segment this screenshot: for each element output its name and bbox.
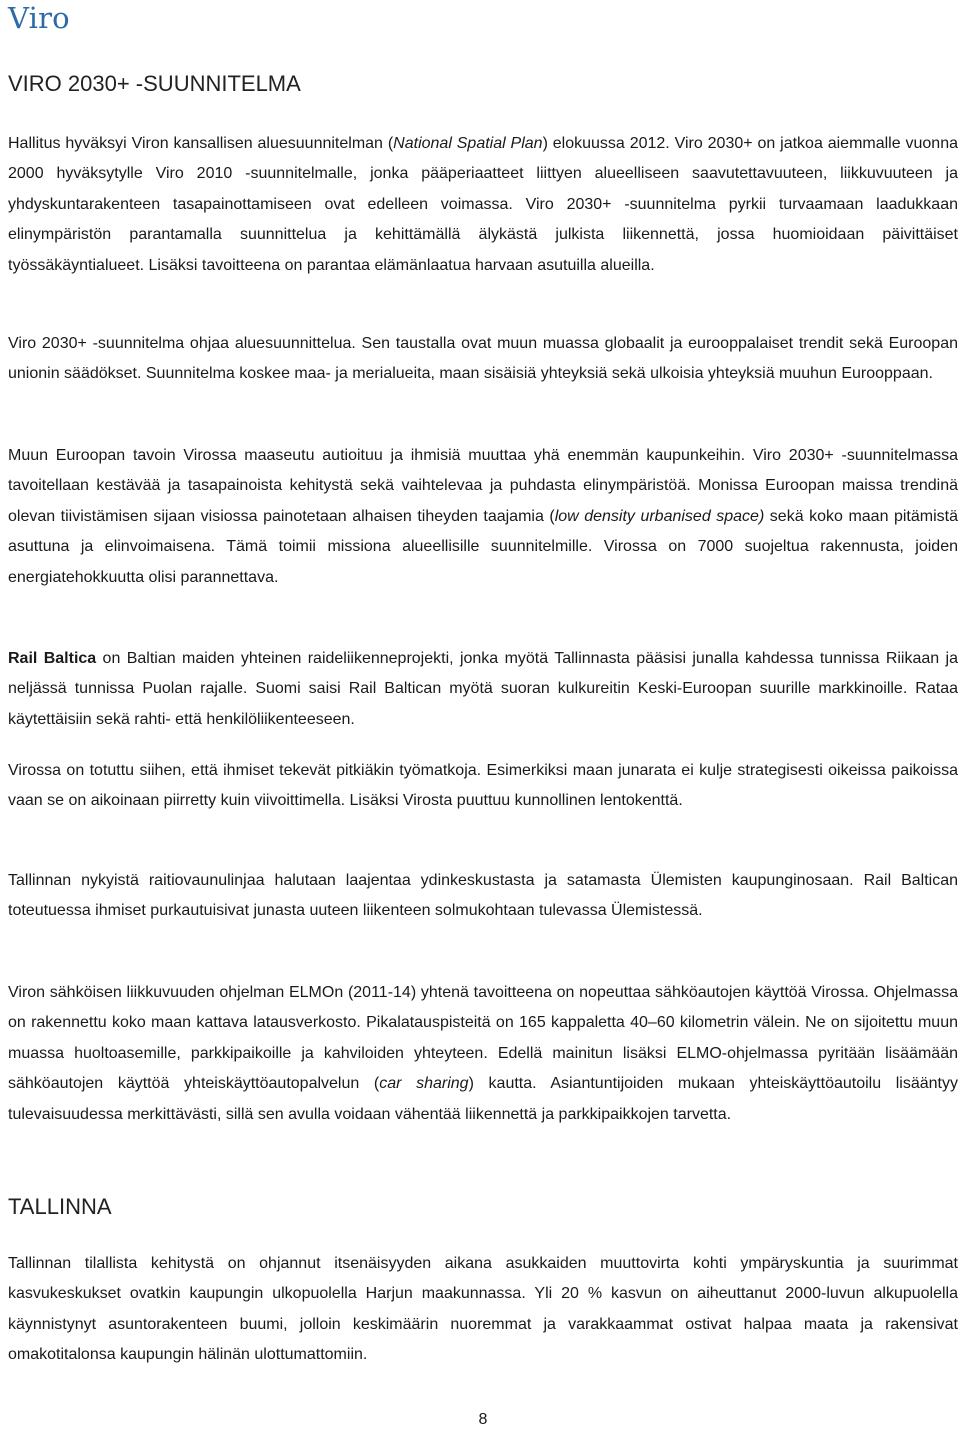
- paragraph-bold-term: Rail Baltica: [8, 650, 97, 667]
- paragraph-text: Muun Euroopan tavoin Virossa maaseutu autioituu ja ihmisiä muuttaa yhä enemmän kaupunkeihin. Viro 2030+ -suunnitelmassa tavoitellaan kestävää ja tasapainoista kehitystä sekä vaihtelevaa ja puhdasta elinympäristöä. Monissa Euroopan maissa trendinä olevan tiivistämisen sijaan visiossa painotetaan alhaisen tiheyden taajamia (: [8, 447, 958, 525]
- page-title: Viro: [8, 1, 70, 35]
- paragraph-italic-term: National Spatial Plan: [393, 135, 543, 152]
- paragraph-national-plan: [8, 129, 958, 281]
- page-number: 8: [478, 1411, 488, 1428]
- paragraph-text: Virossa on totuttu siihen, että ihmiset tekevät pitkiäkin työmatkoja. Esimerkiksi maan junarata ei kulje strategisesti oikeissa paikoissa vaan se on aikoinaan piirretty kuin viivoittimella. Lisäksi Virosta puuttuu kunnollinen lentokenttä.: [8, 762, 958, 810]
- paragraph-rural-depopulation: [8, 441, 958, 593]
- paragraph-tram-line: [8, 866, 958, 927]
- paragraph-text: Viron sähköisen liikkuvuuden ohjelman ELMOn (2011-14) yhtenä tavoitteena on nopeuttaa sähköautojen käyttöä Virossa. Ohjelmassa on rakennettu koko maan kattava latausverkosto. Pikalatauspisteitä on 165 kappaletta 40–60 kilometrin välein. Ne on sijoitettu muun muassa huoltoasemille, parkkipaikoille ja kahviloiden yhteyteen. Edellä mainitun lisäksi ELMO-ohjelmassa pyritään lisäämään sähköautojen käyttöä yhteiskäyttöautopalvelun (: [8, 984, 958, 1093]
- section-heading-viro-2030: VIRO 2030+ -SUUNNITELMA: [8, 71, 301, 96]
- paragraph-elmo: [8, 978, 958, 1130]
- paragraph-text: ) elokuussa 2012. Viro 2030+ on jatkoa aiemmalle vuonna 2000 hyväksytylle Viro 2010 -suunnitelmalle, jonka pääperiaatteet liittyen alueelliseen saavutettavuuteen, liikkuvuuteen ja yhdyskuntarakenteen tasapainottamiseen ovat edelleen voimassa. Viro 2030+ -suunnitelma pyrkii turvaamaan laadukkaan elinympäristön parantamalla suunnittelua ja kehittämällä älykästä julkista liikennettä, jossa huomioidaan päivittäiset työssäkäyntialueet. Lisäksi tavoitteena on parantaa elämänlaatua harvaan asutuilla alueilla.: [8, 135, 958, 274]
- paragraph-plan-guidance: [8, 329, 958, 390]
- paragraph-italic-term: car sharing: [379, 1075, 469, 1093]
- paragraph-commuting: [8, 756, 958, 817]
- paragraph-rail-baltica: [8, 644, 958, 735]
- paragraph-text: ) kautta. Asiantuntijoiden mukaan yhteiskäyttöautoilu lisääntyy tulevaisuudessa merkittävästi, sillä sen avulla voidaan vähentää liikennettä ja parkkipaikkojen tarvetta.: [8, 1075, 958, 1123]
- paragraph-italic-term: low density urbanised space): [554, 507, 765, 525]
- paragraph-text: on Baltian maiden yhteinen raideliikenneprojekti, jonka myötä Tallinnasta pääsisi junalla kahdessa tunnissa Riikaan ja neljässä tunnissa Puolan rajalle. Suomi saisi Rail Baltican myötä suoran kulkureitin Keski-Euroopan suurille markkinoille. Rataa käytettäisiin sekä rahti- että henkilöliikenteeseen.: [8, 650, 958, 728]
- paragraph-tallinn-development: [8, 1249, 958, 1371]
- paragraph-text: Viro 2030+ -suunnitelma ohjaa aluesuunnittelua. Sen taustalla ovat muun muassa globaalit ja eurooppalaiset trendit sekä Euroopan unionin säädökset. Suunnitelma koskee maa- ja merialueita, maan sisäisiä yhteyksiä sekä ulkoisia yhteyksiä muuhun Eurooppaan.: [8, 335, 958, 383]
- paragraph-text: Hallitus hyväksyi Viron kansallisen aluesuunnitelman (: [8, 135, 394, 152]
- section-heading-tallinna: TALLINNA: [8, 1194, 112, 1219]
- paragraph-text: Tallinnan tilallista kehitystä on ohjannut itsenäisyyden aikana asukkaiden muuttovirta kohti ympäryskuntia ja suurimmat kasvukeskukset ovatkin kaupungin ulkopuolella Harjun maakunnassa. Yli 20 % kasvun on aiheuttanut 2000-luvun alkupuolella käynnistynyt asuntorakenteen buumi, jolloin keskimäärin nuoremmat ja varakkaammat ostivat halpaa maata ja rakensivat omakotitalonsa kaupungin hälinän ulottumattomiin.: [8, 1255, 958, 1364]
- paragraph-text: Tallinnan nykyistä raitiovaunulinjaa halutaan laajentaa ydinkeskustasta ja satamasta Ülemisten kaupunginosaan. Rail Baltican toteutuessa ihmiset purkautuisivat junasta uuteen liikenteen solmukohtaan tulevassa Ülemistessä.: [8, 872, 958, 920]
- paragraph-text: sekä koko maan pitämistä asuttuna ja elinvoimaisena. Tämä toimii missiona alueellisille suunnitelmille. Virossa on 7000 suojeltua rakennusta, joiden energiatehokkuutta olisi parannettava.: [8, 507, 959, 586]
